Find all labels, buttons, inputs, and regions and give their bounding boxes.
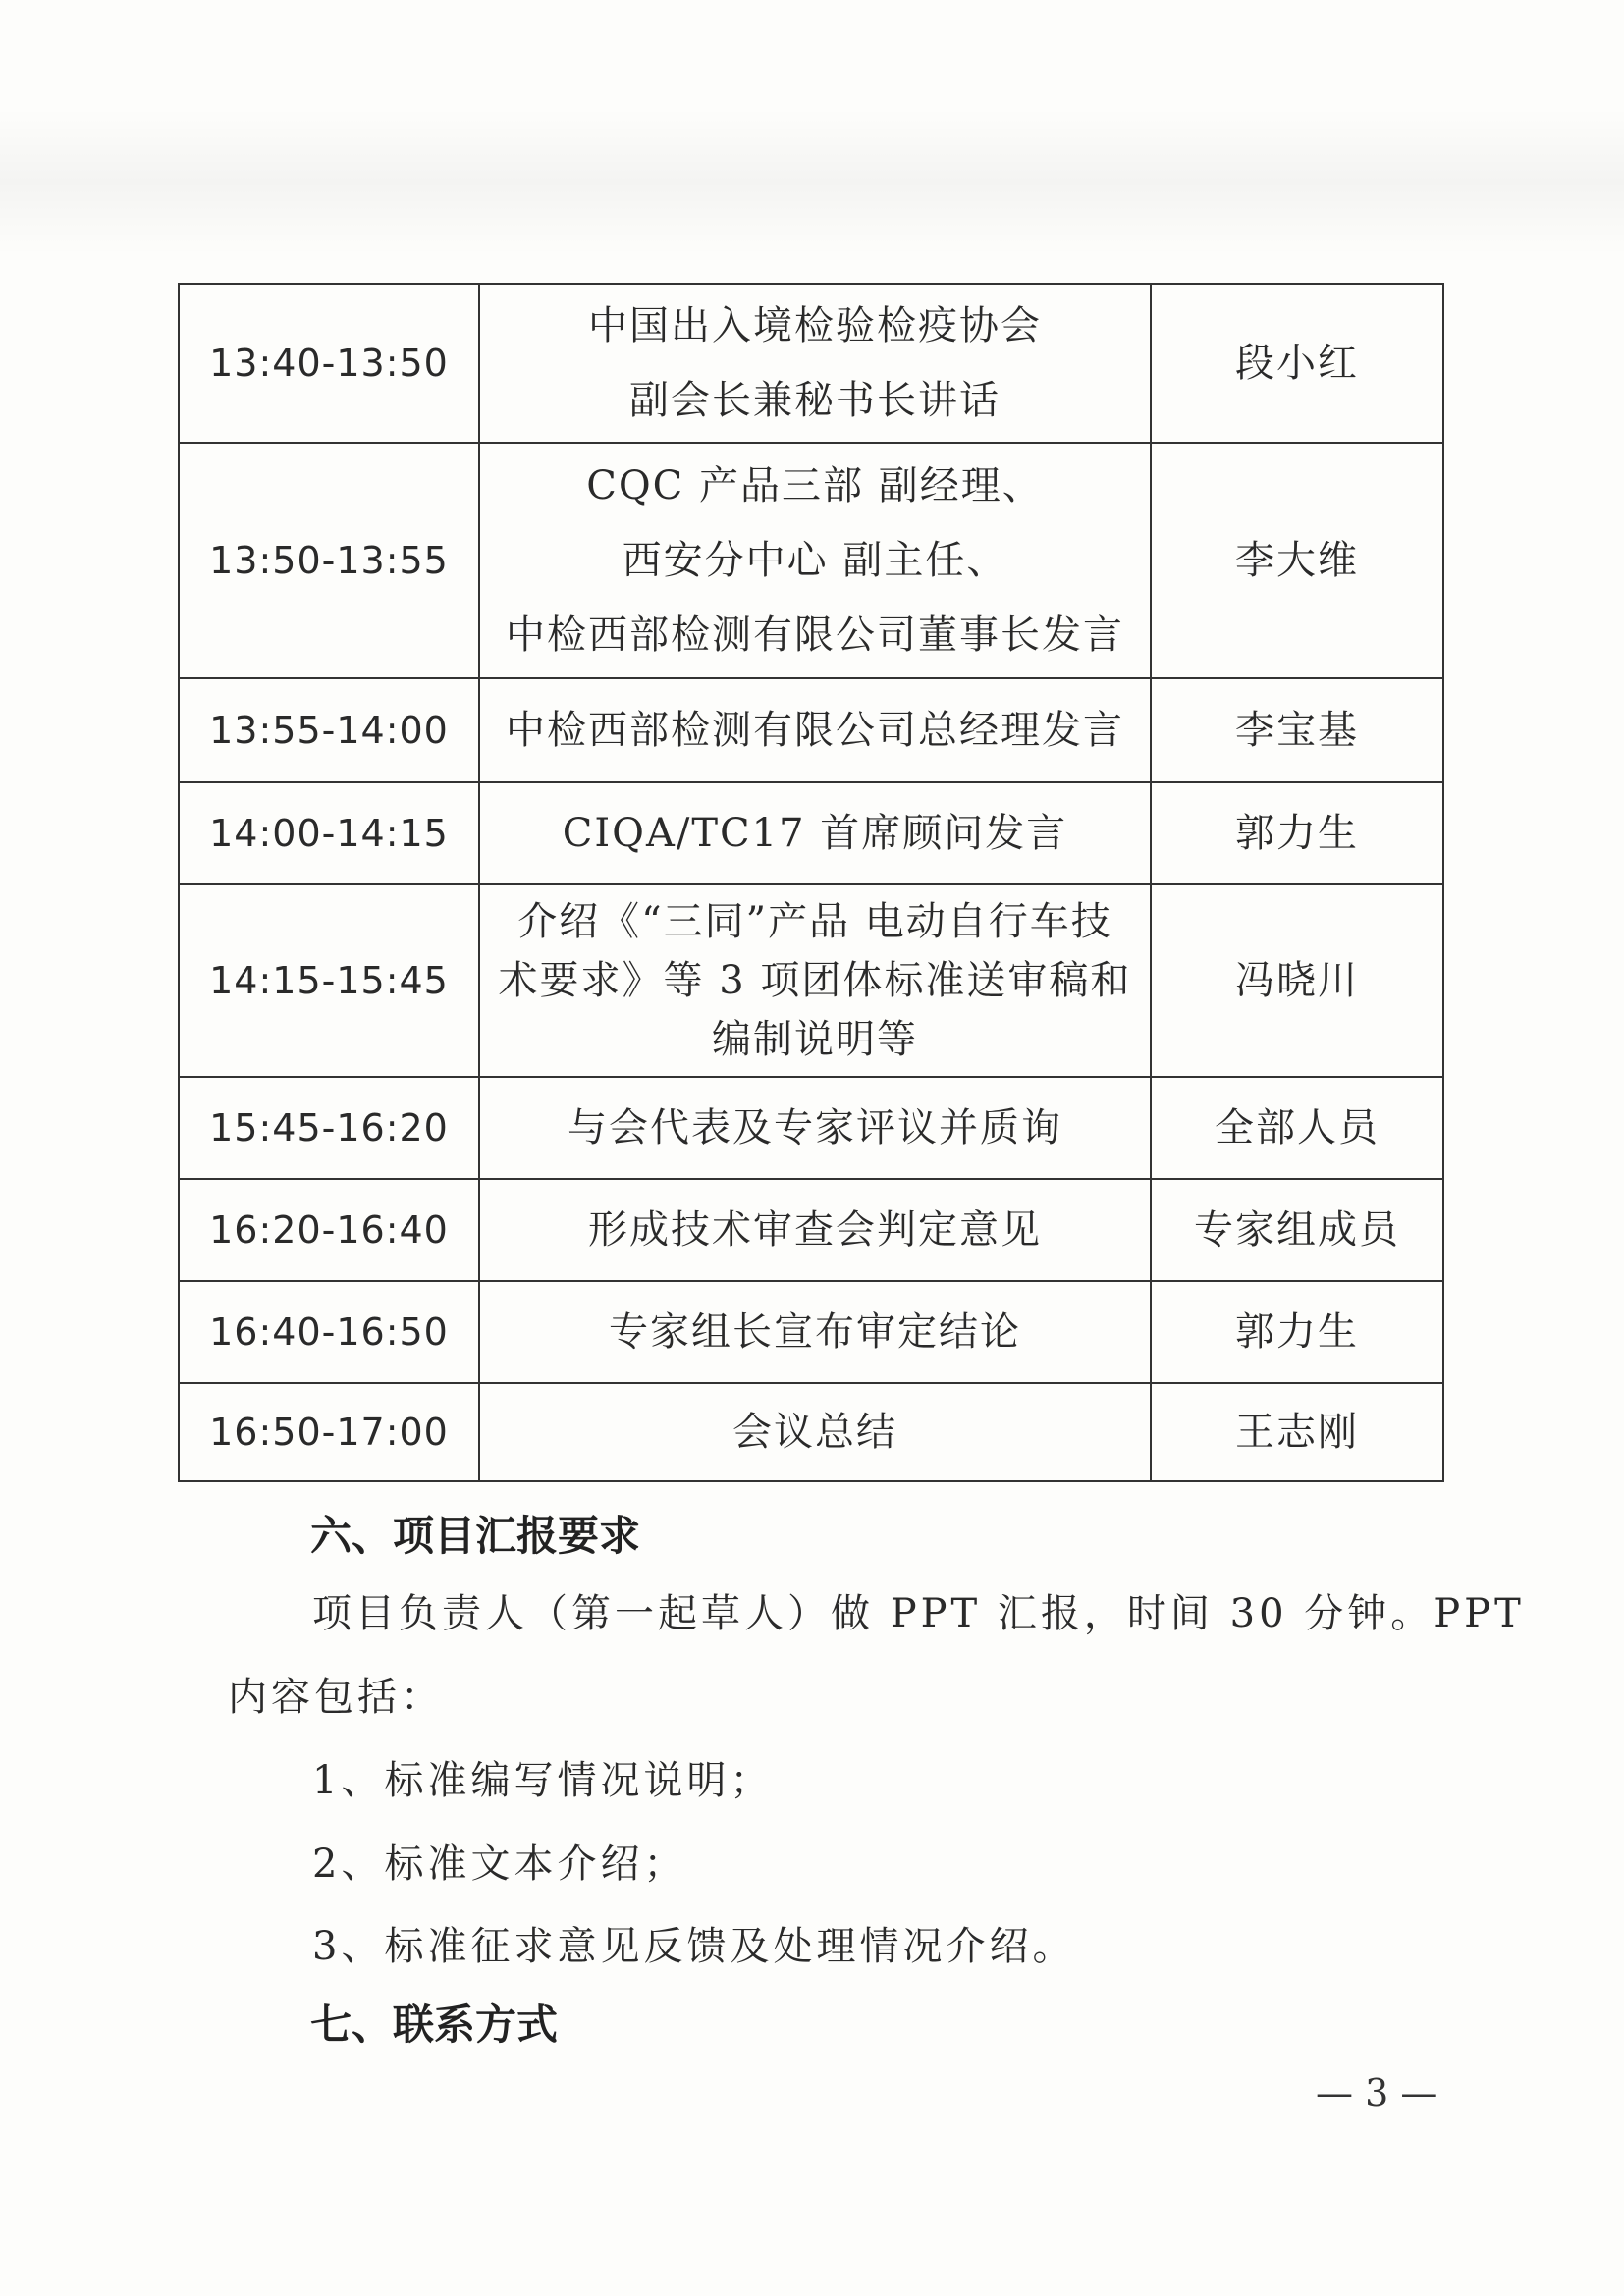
time-cell: 13:55-14:00 (179, 678, 479, 782)
page-number: — 3 — (1316, 2071, 1438, 2114)
speaker-cell: 郭力生 (1151, 1281, 1443, 1383)
table-row (179, 284, 1443, 443)
content-line: 副会长兼秘书长讲话 (629, 378, 1001, 423)
time-cell: 14:00-14:15 (179, 782, 479, 884)
table-row (179, 1179, 1443, 1281)
time-cell: 16:40-16:50 (179, 1281, 479, 1383)
speaker-cell: 李大维 (1151, 443, 1443, 678)
content-cell (479, 1179, 1151, 1281)
report-intro-line: 项目负责人（第一起草人）做 PPT 汇报，时间 30 分钟。PPT (312, 1591, 1525, 1636)
content-line: 介绍《“三同”产品 电动自行车技 (517, 899, 1112, 944)
content-line: 西安分中心 副主任、 (622, 538, 1008, 583)
report-item-1: 1、标准编写情况说明； (312, 1758, 774, 1803)
report-item-3: 3、标准征求意见反馈及处理情况介绍。 (312, 1924, 1076, 1969)
scan-shading (0, 108, 1624, 255)
speaker-cell: 专家组成员 (1151, 1179, 1443, 1281)
content-line: 中国出入境检验检疫协会 (588, 303, 1042, 348)
content-line: CQC 产品三部 副经理、 (586, 463, 1044, 508)
content-cell (479, 1281, 1151, 1383)
time-cell: 16:50-17:00 (179, 1383, 479, 1481)
content-line: 专家组长宣布审定结论 (609, 1309, 1021, 1355)
speaker-cell: 段小红 (1151, 284, 1443, 443)
content-line: 术要求》等 3 项团体标准送审稿和 (498, 958, 1132, 1003)
content-line: 会议总结 (732, 1410, 897, 1455)
section-heading-contact: 七、联系方式 (310, 2001, 559, 2049)
table-row (179, 443, 1443, 678)
table-row (179, 884, 1443, 1077)
content-line: 与会代表及专家评议并质询 (568, 1105, 1062, 1150)
content-cell (479, 678, 1151, 782)
table-row (179, 678, 1443, 782)
section-heading-report-requirements: 六、项目汇报要求 (310, 1512, 641, 1560)
content-line: 中检西部检测有限公司董事长发言 (506, 613, 1124, 658)
content-cell (479, 443, 1151, 678)
content-cell (479, 1077, 1151, 1179)
time-cell: 15:45-16:20 (179, 1077, 479, 1179)
table-row (179, 1383, 1443, 1481)
report-item-2: 2、标准文本介绍； (312, 1842, 687, 1887)
schedule-table (178, 283, 1444, 1482)
table-row (179, 782, 1443, 884)
time-cell: 13:50-13:55 (179, 443, 479, 678)
speaker-cell: 李宝基 (1151, 678, 1443, 782)
content-cell (479, 884, 1151, 1077)
speaker-cell: 全部人员 (1151, 1077, 1443, 1179)
speaker-cell: 王志刚 (1151, 1383, 1443, 1481)
time-cell: 13:40-13:50 (179, 284, 479, 443)
time-cell: 16:20-16:40 (179, 1179, 479, 1281)
report-intro-continuation: 内容包括： (228, 1675, 444, 1720)
content-cell (479, 1383, 1151, 1481)
table-row (179, 1077, 1443, 1179)
content-cell (479, 284, 1151, 443)
content-line: 中检西部检测有限公司总经理发言 (506, 708, 1124, 753)
speaker-cell: 郭力生 (1151, 782, 1443, 884)
content-line: 编制说明等 (712, 1017, 918, 1062)
content-cell (479, 782, 1151, 884)
speaker-cell: 冯晓川 (1151, 884, 1443, 1077)
time-cell: 14:15-15:45 (179, 884, 479, 1077)
content-line: 形成技术审查会判定意见 (588, 1207, 1042, 1253)
content-line: CIQA/TC17 首席顾问发言 (562, 811, 1068, 856)
table-row (179, 1281, 1443, 1383)
